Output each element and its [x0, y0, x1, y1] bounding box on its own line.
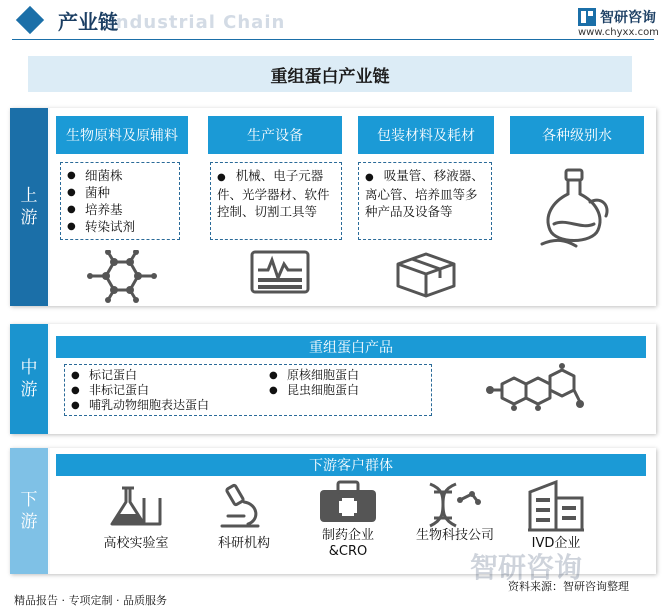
bullet: ● — [365, 172, 374, 183]
midstream-label — [10, 324, 48, 434]
beaker-icon — [108, 484, 164, 530]
package-box-icon — [394, 250, 458, 300]
hexagon-molecule-icon — [484, 360, 584, 424]
list-item: ● 非标记蛋白 — [71, 383, 251, 398]
lab-flask-icon — [536, 166, 616, 252]
footer-source: 资料来源：智研咨询整理 — [508, 580, 629, 593]
header-title: 产业链 — [58, 10, 118, 34]
upstream-section — [10, 108, 656, 306]
category-raw-materials-list — [60, 162, 180, 240]
downstream-label — [10, 448, 48, 574]
downstream-header: 下游客户群体 — [56, 454, 646, 476]
brand-name: 智研咨询 — [600, 10, 656, 26]
list-item: ● 转染试剂 — [67, 218, 173, 235]
category-packaging-text — [358, 162, 492, 240]
category-equipment-text — [210, 162, 342, 240]
midstream-content — [50, 324, 656, 434]
midstream-label-char-2: 游 — [20, 380, 38, 400]
list-item: ● 标记蛋白 — [71, 368, 251, 383]
upstream-label-char-2: 游 — [20, 208, 38, 228]
customer-label: 科研机构 — [217, 536, 270, 551]
monitor-equipment-icon — [250, 250, 310, 298]
customer-label: 制药企业&CRO — [321, 528, 374, 559]
category-raw-materials-header: 生物原料及原辅料 — [56, 116, 188, 154]
building-icon — [526, 478, 586, 532]
category-water-header: 各种级别水 — [510, 116, 644, 154]
main-title: 重组蛋白产业链 — [28, 56, 632, 92]
midstream-product-list — [64, 364, 432, 416]
brand-logo-icon — [578, 8, 596, 26]
list-item: ● 培养基 — [67, 201, 173, 218]
midstream-label-char-1: 中 — [20, 358, 38, 378]
header — [0, 0, 666, 44]
midstream-section — [10, 324, 656, 434]
downstream-label-char-1: 下 — [20, 490, 38, 510]
list-item: ● 菌种 — [67, 184, 173, 201]
list-item: ● 原核细胞蛋白 — [269, 368, 419, 383]
equipment-description: 机械、电子元器件、光学器材、软件控制、切割工具等 — [217, 168, 330, 219]
bullet: ● — [217, 172, 226, 183]
microscope-icon — [214, 482, 270, 532]
dna-icon — [422, 480, 482, 530]
diamond-icon — [16, 6, 44, 34]
list-item: ● 细菌株 — [67, 167, 173, 184]
footer-watermark: 智研咨询 — [470, 551, 583, 584]
molecule-network-icon — [84, 250, 164, 304]
midstream-header: 重组蛋白产品 — [56, 336, 646, 358]
list-item: ● 昆虫细胞蛋白 — [269, 383, 419, 398]
packaging-description: 吸量管、移液器、离心管、培养皿等多种产品及设备等 — [365, 168, 484, 219]
header-watermark: Industrial Chain — [108, 12, 286, 33]
upstream-label-char-1: 上 — [20, 186, 38, 206]
downstream-label-char-2: 游 — [20, 512, 38, 532]
customer-label: 高校实验室 — [103, 536, 169, 551]
category-packaging-header: 包装材料及耗材 — [358, 116, 494, 154]
medicine-kit-icon — [318, 480, 378, 524]
upstream-content — [50, 108, 656, 306]
customer-label: IVD企业 — [531, 536, 581, 551]
footer-slogan: 精品报告 · 专项定制 · 品质服务 — [14, 594, 167, 607]
header-divider — [12, 39, 654, 40]
brand-url: www.chyxx.com — [578, 27, 659, 38]
upstream-label — [10, 108, 48, 306]
list-item: ● 哺乳动物细胞表达蛋白 — [71, 398, 251, 413]
category-equipment-header: 生产设备 — [208, 116, 342, 154]
customer-label: 生物科技公司 — [415, 528, 494, 543]
